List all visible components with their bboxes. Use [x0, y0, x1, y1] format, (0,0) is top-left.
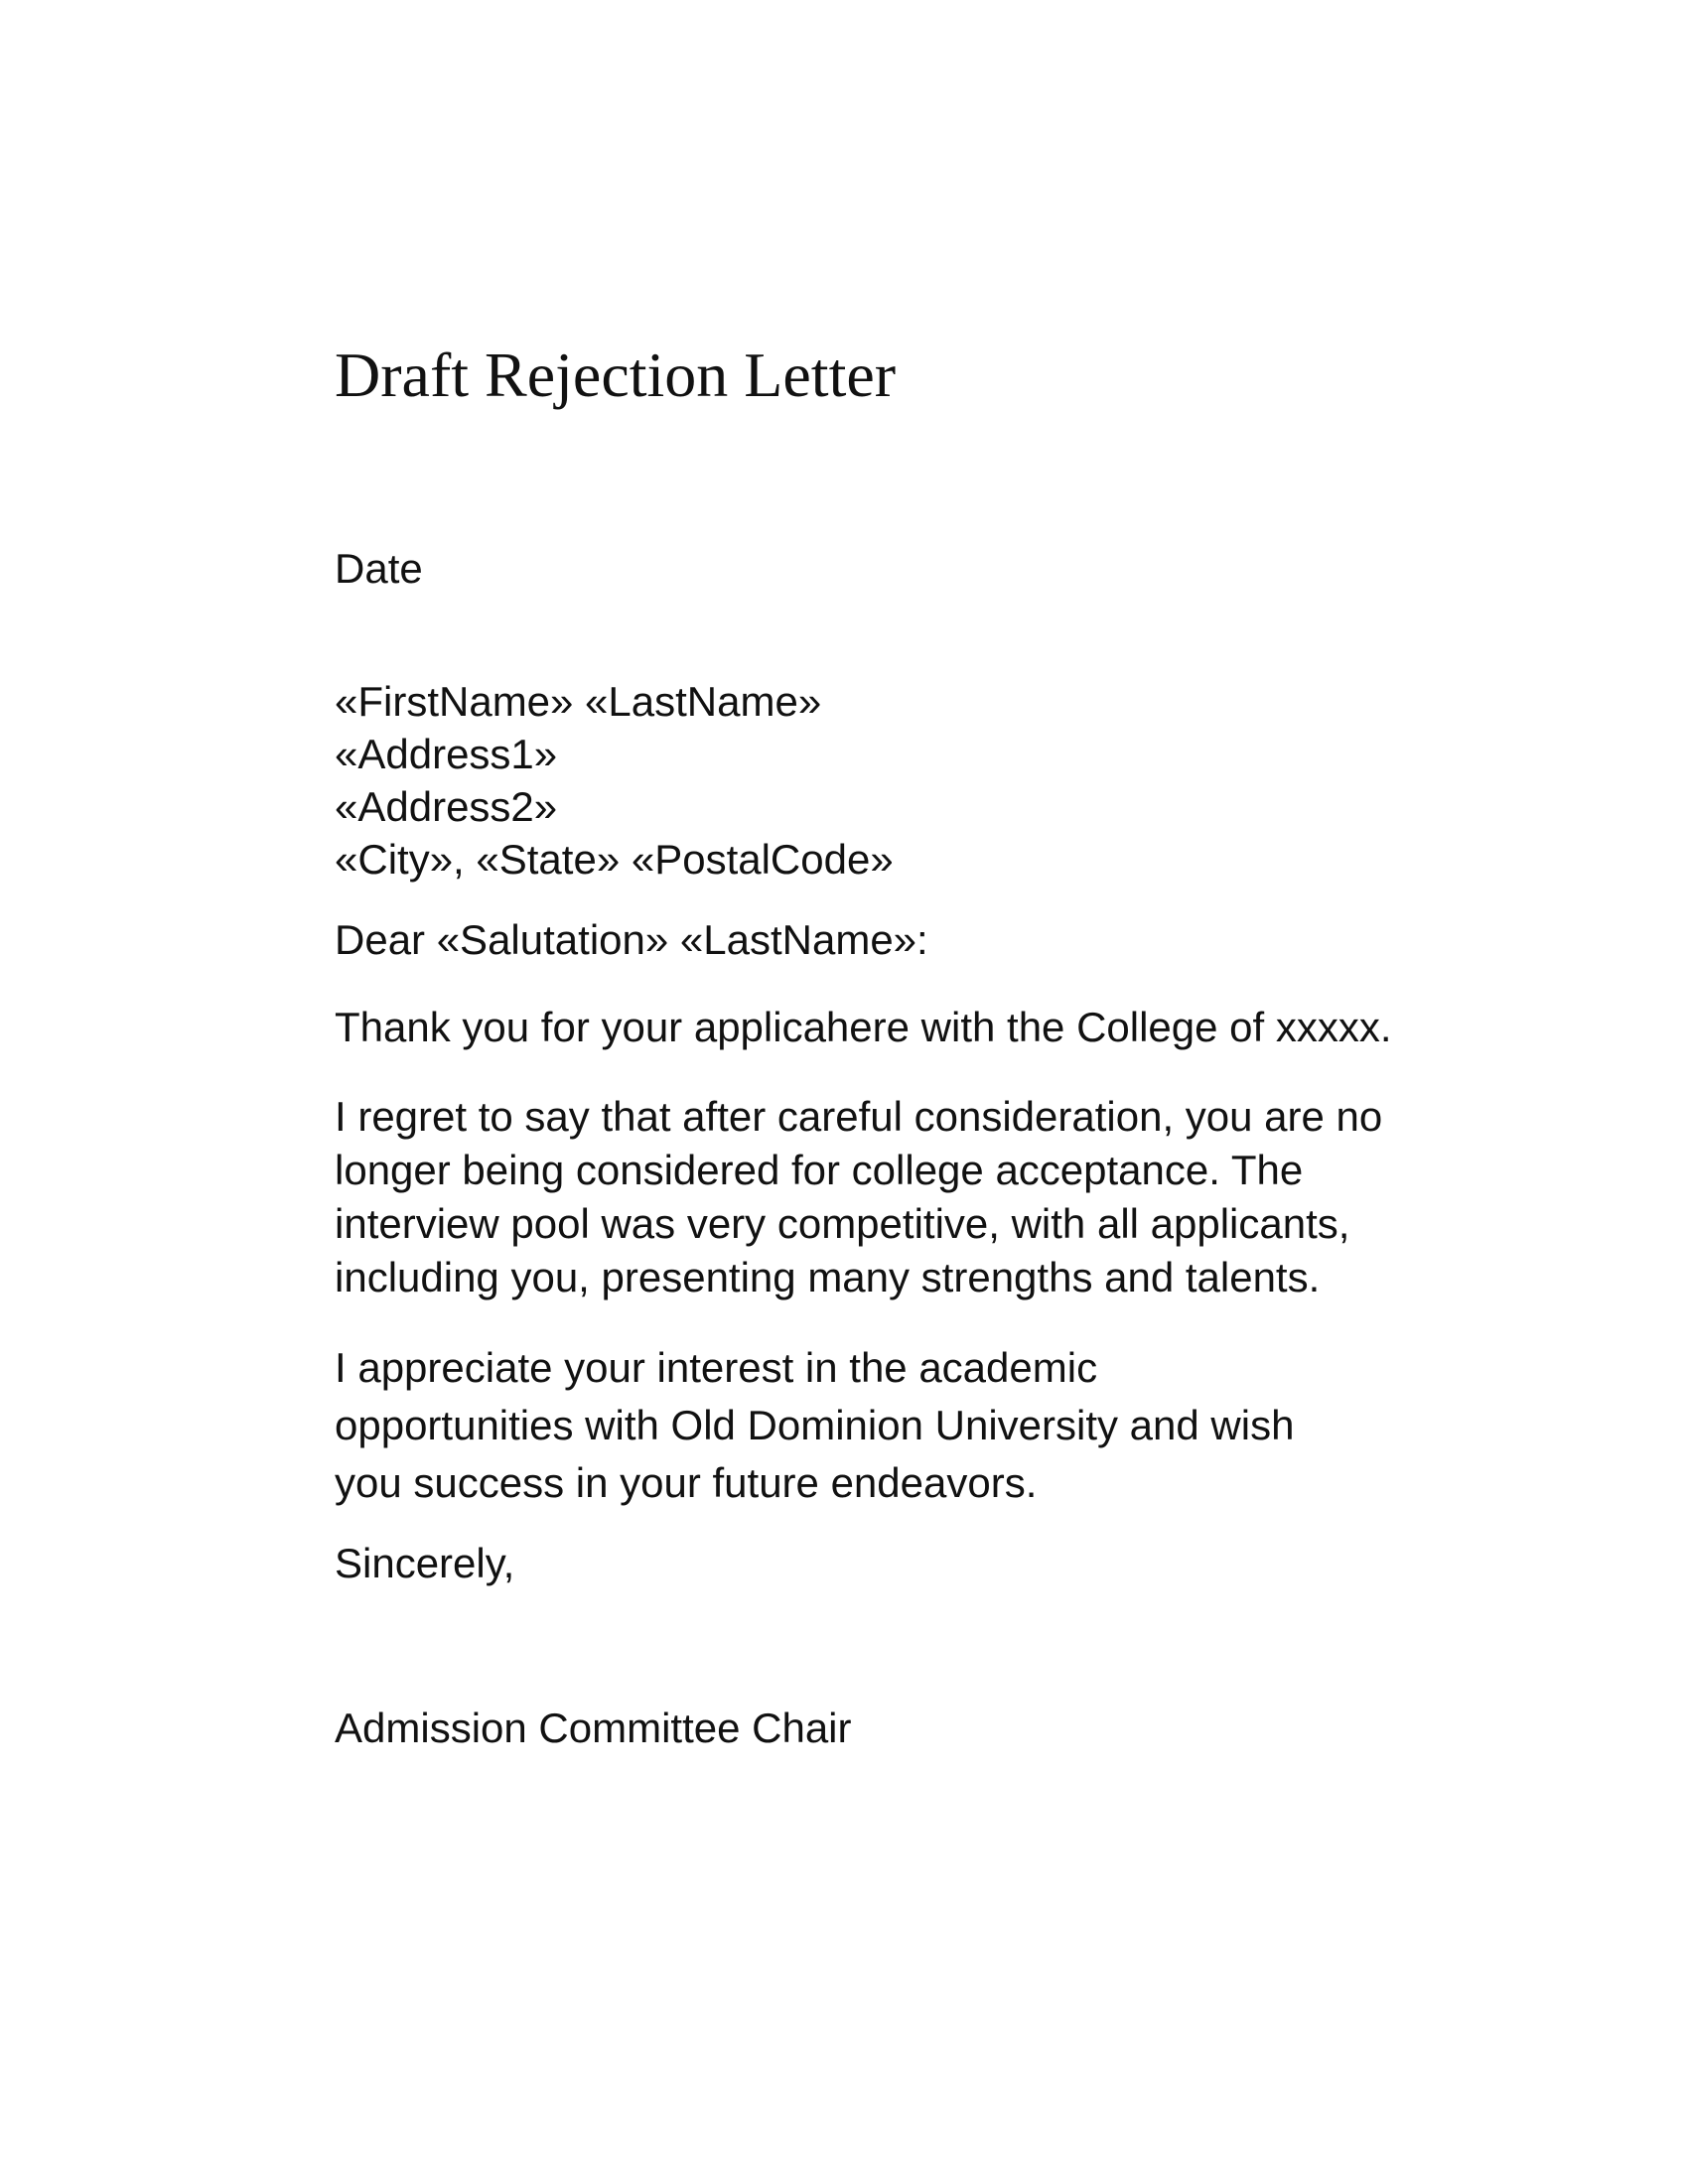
paragraph-line: I appreciate your interest in the academic	[335, 1344, 1098, 1391]
salutation: Dear «Salutation» «LastName»:	[335, 916, 928, 963]
signature-title: Admission Committee Chair	[335, 1705, 852, 1751]
paragraph-line: you success in your future endeavors.	[335, 1459, 1038, 1506]
thanks-paragraph: Thank you for your applicahere with the College of xxxxx.	[335, 1004, 1392, 1050]
paragraph-line: I regret to say that after careful consideration, you are no	[335, 1093, 1383, 1140]
address-line-1: «Address1»	[335, 731, 558, 777]
appreciation-paragraph	[335, 1339, 1294, 1512]
letter-title: Draft Rejection Letter	[335, 340, 897, 410]
closing: Sincerely,	[335, 1540, 515, 1586]
date-line: Date	[335, 545, 423, 592]
address-line-name: «FirstName» «LastName»	[335, 678, 822, 725]
paragraph-line: longer being considered for college acceptance. The	[335, 1147, 1304, 1193]
address-line-2: «Address2»	[335, 783, 558, 830]
regret-paragraph	[335, 1090, 1382, 1304]
recipient-address	[335, 675, 894, 886]
paragraph-line: opportunities with Old Dominion University and wish	[335, 1402, 1295, 1448]
address-line-city-state-zip: «City», «State» «PostalCode»	[335, 836, 894, 883]
paragraph-line: interview pool was very competitive, with all applicants,	[335, 1200, 1350, 1247]
paragraph-line: including you, presenting many strengths and talents.	[335, 1254, 1321, 1300]
